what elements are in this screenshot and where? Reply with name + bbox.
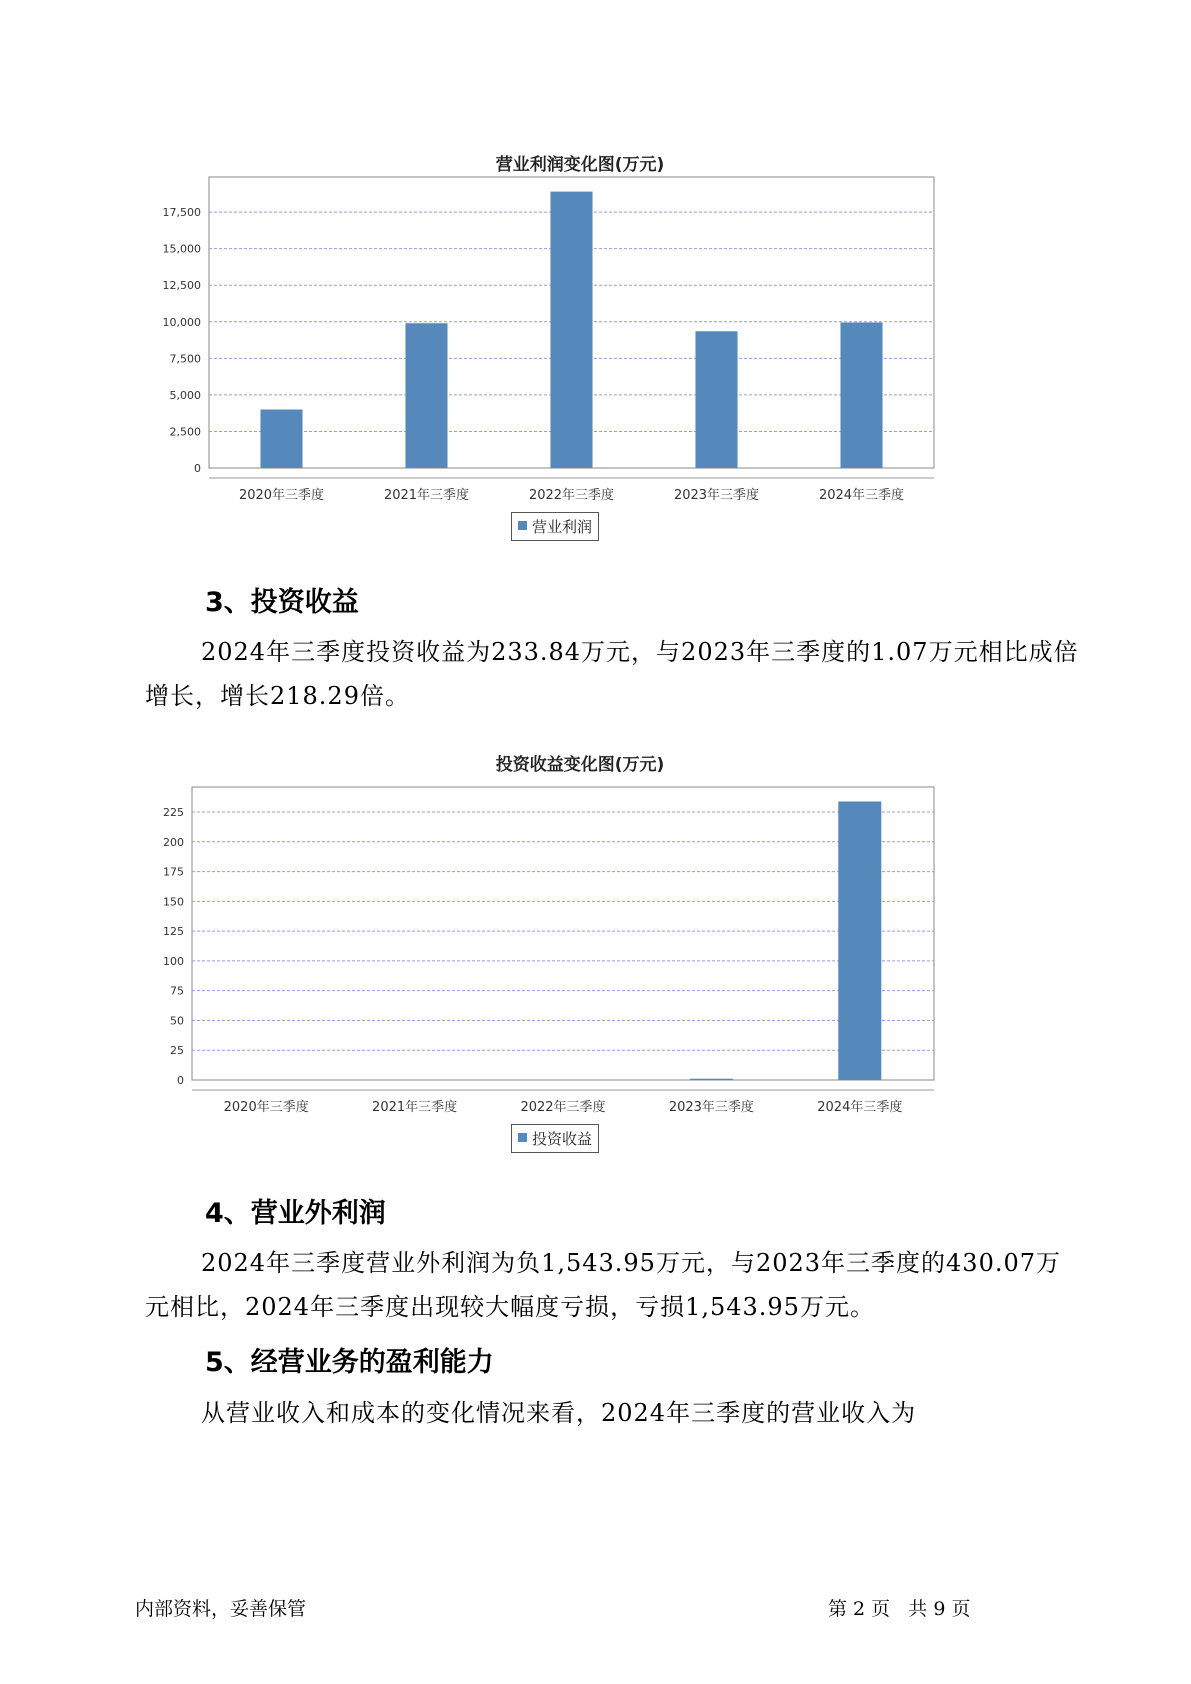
- chart-legend: [511, 512, 599, 541]
- x-tick-label: 2020年三季度: [223, 1100, 309, 1115]
- x-tick-label: 2021年三季度: [372, 1100, 458, 1115]
- y-tick-label: 75: [170, 984, 184, 998]
- paragraph-profitability: 从营业收入和成本的变化情况来看，2024年三季度的营业收入为: [201, 1399, 917, 1427]
- section-heading-non-operating-profit: 4、营业外利润: [205, 1198, 386, 1229]
- bar: [260, 410, 302, 468]
- x-tick-label: 2024年三季度: [817, 1100, 903, 1115]
- section-heading-profitability: 5、经营业务的盈利能力: [205, 1347, 494, 1378]
- y-tick-label: 0: [177, 1074, 184, 1087]
- footer-page-number: 第 2 页 共 9 页: [828, 1598, 971, 1620]
- x-tick-label: 2024年三季度: [818, 488, 905, 503]
- x-tick-label: 2023年三季度: [673, 488, 760, 503]
- paragraph-investment-income: 2024年三季度投资收益为233.84万元，与2023年三季度的1.07万元相比成倍增长，增长218.29倍。: [145, 638, 1079, 710]
- y-tick-label: 150: [163, 895, 184, 909]
- y-tick-label: 15,000: [162, 242, 201, 256]
- y-tick-label: 17,500: [162, 206, 201, 220]
- x-tick-label: 2022年三季度: [528, 488, 615, 503]
- y-tick-label: 2,500: [169, 425, 201, 439]
- chart-title: 投资收益变化图(万元): [495, 755, 665, 775]
- y-tick-label: 5,000: [169, 388, 201, 402]
- investment-income-bar-chart: [150, 780, 1010, 1140]
- y-tick-label: 225: [163, 806, 184, 820]
- bar: [550, 192, 592, 468]
- legend-label: 营业利润: [532, 518, 593, 536]
- bar: [690, 1079, 733, 1080]
- legend-swatch-icon: [518, 521, 527, 530]
- y-tick-label: 12,500: [162, 279, 201, 293]
- y-tick-label: 50: [170, 1014, 184, 1028]
- plot-area: [192, 787, 934, 1080]
- y-tick-label: 25: [170, 1044, 184, 1058]
- legend-swatch-icon: [518, 1133, 527, 1142]
- y-tick-label: 100: [163, 954, 184, 968]
- footer-left: 内部资料，妥善保管: [135, 1598, 307, 1620]
- y-tick-label: 10,000: [162, 315, 201, 329]
- chart-legend: [511, 1124, 599, 1153]
- legend-label: 投资收益: [532, 1130, 593, 1148]
- y-tick-label: 7,500: [169, 352, 201, 366]
- bar: [695, 331, 737, 468]
- y-tick-label: 125: [163, 925, 184, 939]
- y-tick-label: 200: [163, 835, 184, 849]
- x-tick-label: 2020年三季度: [238, 488, 325, 503]
- y-tick-label: 0: [194, 462, 201, 475]
- chart-title: 营业利润变化图(万元): [495, 155, 665, 175]
- bar: [405, 323, 447, 468]
- x-tick-label: 2021年三季度: [383, 488, 470, 503]
- paragraph-non-operating-profit: 2024年三季度营业外利润为负1,543.95万元，与2023年三季度的430.07万元相比，2024年三季度出现较大幅度亏损，亏损1,543.95万元。: [145, 1249, 1062, 1321]
- x-tick-label: 2022年三季度: [520, 1100, 606, 1115]
- bar: [840, 323, 882, 469]
- section-heading-investment-income: 3、投资收益: [205, 587, 359, 618]
- x-tick-label: 2023年三季度: [668, 1100, 754, 1115]
- y-tick-label: 175: [163, 865, 184, 879]
- bar: [838, 801, 881, 1080]
- operating-profit-bar-chart: [150, 170, 1010, 530]
